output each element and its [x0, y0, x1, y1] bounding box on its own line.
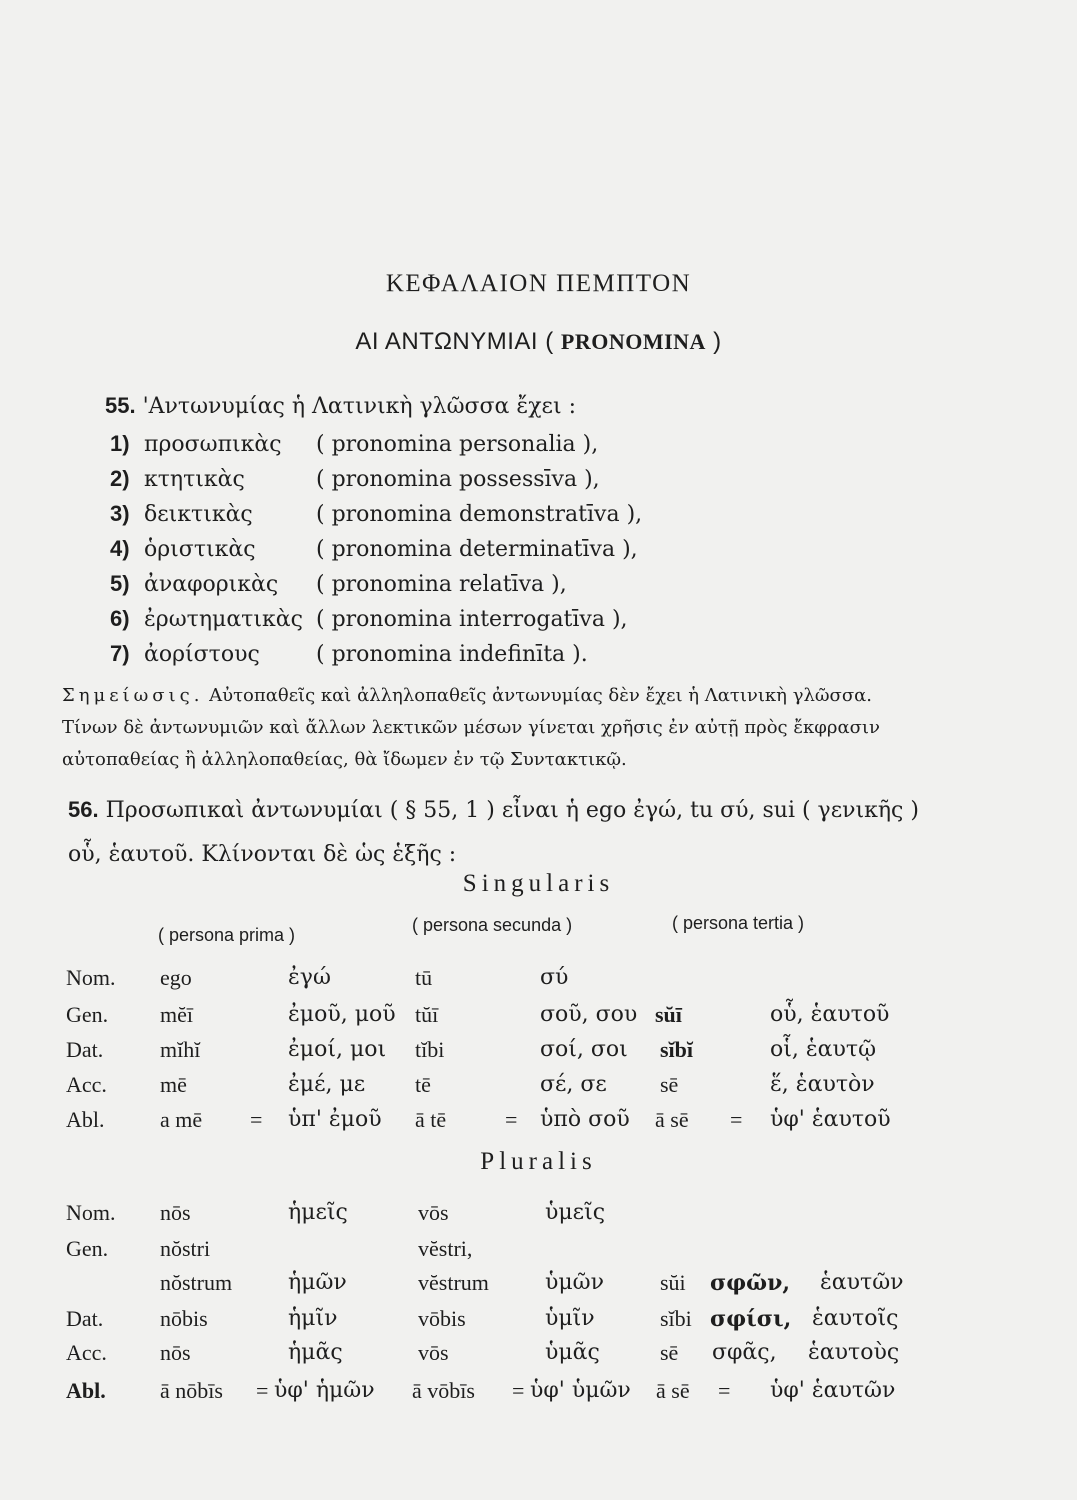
greek-form: οὗ, ἑαυτοῦ — [770, 1002, 890, 1027]
list-item — [110, 571, 567, 597]
col-head-secunda: ( persona secunda ) — [412, 915, 573, 935]
greek-form: οἷ, ἑαυτῷ — [770, 1037, 877, 1062]
latin-form: sē — [660, 1072, 679, 1097]
greek-form: ὑφ' ἑαυτῶν — [770, 1378, 896, 1403]
list-greek: ὁριστικὰς — [144, 537, 256, 562]
list-number: 1) — [110, 431, 130, 456]
list-number: 4) — [110, 536, 130, 561]
latin-form: nōs — [160, 1340, 191, 1365]
list-greek: ἀορίστους — [144, 642, 260, 667]
greek-form: ἑαυτοὺς — [808, 1340, 900, 1365]
case-label: Dat. — [66, 1306, 104, 1331]
case-label: Nom. — [66, 965, 116, 990]
list-item — [110, 431, 598, 457]
case-label: Acc. — [66, 1340, 107, 1365]
latin-form: mĭhĭ — [160, 1037, 201, 1062]
greek-form: σφίσι, — [710, 1306, 792, 1332]
latin-form: tŭī — [415, 1002, 439, 1027]
greek-form: σφᾶς, — [712, 1340, 777, 1365]
list-greek: ἀναφορικὰς — [144, 572, 279, 597]
list-greek: δεικτικὰς — [144, 502, 253, 527]
latin-form: vōbis — [418, 1306, 466, 1331]
greek-form: ἐμέ, με — [288, 1072, 366, 1097]
list-latin: ( pronomina determinatīva ), — [316, 537, 638, 562]
case-label: Dat. — [66, 1037, 104, 1062]
greek-form: ἡμεῖς — [288, 1200, 348, 1225]
equals-sign: = — [250, 1107, 263, 1132]
heading-close: ) — [713, 328, 722, 355]
case-label: Nom. — [66, 1200, 116, 1225]
latin-form: mē — [160, 1072, 187, 1097]
latin-form: tĭbi — [415, 1037, 445, 1062]
list-greek: κτητικὰς — [144, 467, 245, 492]
paragraph-number: 55. — [105, 393, 136, 418]
greek-form: ἐμοί, μοι — [288, 1037, 387, 1062]
list-latin: ( pronomina possessīva ), — [316, 467, 600, 492]
list-latin: ( pronomina demonstratīva ), — [316, 502, 643, 527]
greek-form: ἡμῶν — [288, 1270, 347, 1295]
paragraph-text: Προσωπικαὶ ἀντωνυμίαι ( § 55, 1 ) εἶναι ἡ ego ἐγώ, tu σύ, sui ( γενικῆς ) οὗ, ἑαυτοῦ. Κλίνονται δὲ ὡς ἑξῆς : — [68, 798, 919, 867]
greek-form: ὑμῶν — [545, 1270, 604, 1295]
greek-form: σοῦ, σου — [540, 1002, 638, 1027]
equals-sign: = — [512, 1378, 525, 1403]
latin-form: nŏstrum — [160, 1270, 233, 1295]
paragraph-55 — [105, 393, 576, 419]
latin-form: vĕstrum — [418, 1270, 489, 1295]
paragraph-text: 'Αντωνυμίας ἡ Λατινικὴ γλῶσσα ἔχει : — [142, 394, 576, 419]
paragraph-number: 56. — [68, 797, 99, 822]
equals-sign: = — [256, 1378, 269, 1403]
greek-form: ἡμῖν — [288, 1306, 338, 1331]
list-latin: ( pronomina relatīva ), — [316, 572, 567, 597]
note-label: Σημείωσις. — [62, 685, 204, 706]
latin-form: sŭī — [655, 1002, 682, 1027]
greek-form: ἐμοῦ, μοῦ — [288, 1002, 396, 1027]
case-label: Acc. — [66, 1072, 107, 1097]
latin-form: ego — [160, 965, 192, 990]
latin-form: sĭbi — [660, 1306, 692, 1331]
latin-form: vōs — [418, 1340, 449, 1365]
latin-form: sĭbĭ — [660, 1037, 694, 1062]
latin-form: ā sē — [656, 1378, 690, 1403]
latin-form: nōbis — [160, 1306, 208, 1331]
list-number: 5) — [110, 571, 130, 596]
case-label: Abl. — [66, 1107, 105, 1132]
greek-form: σοί, σοι — [540, 1037, 628, 1062]
singularis-title: Singularis — [462, 870, 615, 897]
list-number: 2) — [110, 466, 130, 491]
list-item — [110, 501, 642, 527]
col-head-tertia: ( persona tertia ) — [672, 913, 805, 933]
latin-form: ā vōbīs — [412, 1378, 475, 1403]
list-greek: ἐρωτηματικὰς — [144, 607, 303, 632]
latin-form: tē — [415, 1072, 431, 1097]
paragraph-56 — [68, 788, 928, 877]
equals-sign: = — [505, 1107, 518, 1132]
list-latin: ( pronomina interrogatīva ), — [316, 607, 628, 632]
col-head-prima: ( persona prima ) — [158, 925, 296, 945]
list-number: 6) — [110, 606, 130, 631]
heading-greek: ΑΙ ΑΝΤΩΝΥΜΙΑΙ ( — [355, 328, 554, 355]
section-heading — [0, 328, 1077, 356]
heading-latin: PRONOMINA — [560, 329, 706, 354]
list-item — [110, 606, 628, 632]
greek-form: ὑφ' ὑμῶν — [530, 1378, 631, 1403]
chapter-title: ΚΕΦΑΛΑΙΟΝ ΠΕΜΠΤΟΝ — [385, 270, 692, 297]
latin-form: ā nōbīs — [160, 1378, 223, 1403]
latin-form: ā sē — [655, 1107, 689, 1132]
greek-form: ἑαυτοῖς — [812, 1306, 899, 1331]
greek-form: ὑφ' ἑαυτοῦ — [770, 1107, 891, 1132]
list-item — [110, 466, 600, 492]
greek-form: ἐγώ — [288, 965, 331, 990]
greek-form: ἑαυτῶν — [820, 1270, 904, 1295]
latin-form: nōs — [160, 1200, 191, 1225]
note-paragraph — [62, 680, 912, 776]
list-greek: προσωπικὰς — [144, 432, 282, 457]
greek-form: ἡμᾶς — [288, 1340, 343, 1365]
equals-sign: = — [718, 1378, 731, 1403]
case-label: Gen. — [66, 1002, 109, 1027]
case-label: Abl. — [66, 1378, 106, 1403]
latin-form: nŏstri — [160, 1236, 211, 1261]
latin-form: sē — [660, 1340, 679, 1365]
latin-form: tū — [415, 965, 433, 990]
latin-form: ā tē — [415, 1107, 447, 1132]
latin-form: mĕī — [160, 1002, 193, 1027]
greek-form: σφῶν, — [710, 1270, 790, 1296]
note-text: Αὐτοπαθεῖς καὶ ἀλληλοπαθεῖς ἀντωνυμίας δὲν ἔχει ἡ Λατινικὴ γλῶσσα. Τίνων δὲ ἀντωνυμιῶν καὶ ἄλλων λεκτικῶν μέσων γίνεται χρῆσις ἐν αὐτῇ πρὸς ἔκφρασιν αὐτοπαθείας ἢ ἀλληλοπαθείας, θὰ ἴδωμεν ἐν τῷ Συντακτικῷ. — [62, 685, 880, 770]
greek-form: ὑμεῖς — [545, 1200, 606, 1225]
greek-form: ἕ, ἑαυτὸν — [770, 1072, 875, 1097]
pluralis-title: Pluralis — [480, 1148, 597, 1175]
equals-sign: = — [730, 1107, 743, 1132]
greek-form: σέ, σε — [540, 1072, 607, 1097]
greek-form: ὑμᾶς — [545, 1340, 600, 1365]
list-latin: ( pronomina indefinīta ). — [316, 642, 588, 667]
case-label: Gen. — [66, 1236, 109, 1261]
list-item — [110, 536, 638, 562]
greek-form: ὑπ' ἐμοῦ — [288, 1107, 382, 1132]
greek-form: ὑπὸ σοῦ — [540, 1107, 630, 1132]
latin-form: a mē — [160, 1107, 203, 1132]
list-number: 3) — [110, 501, 130, 526]
latin-form: sŭi — [660, 1270, 686, 1295]
list-item — [110, 641, 588, 667]
list-latin: ( pronomina personalia ), — [316, 432, 599, 457]
greek-form: ὑμῖν — [545, 1306, 595, 1331]
latin-form: vĕstri, — [418, 1236, 473, 1261]
greek-form: ὑφ' ἡμῶν — [274, 1378, 375, 1403]
latin-form: vōs — [418, 1200, 449, 1225]
list-number: 7) — [110, 641, 130, 666]
greek-form: σύ — [540, 965, 569, 990]
